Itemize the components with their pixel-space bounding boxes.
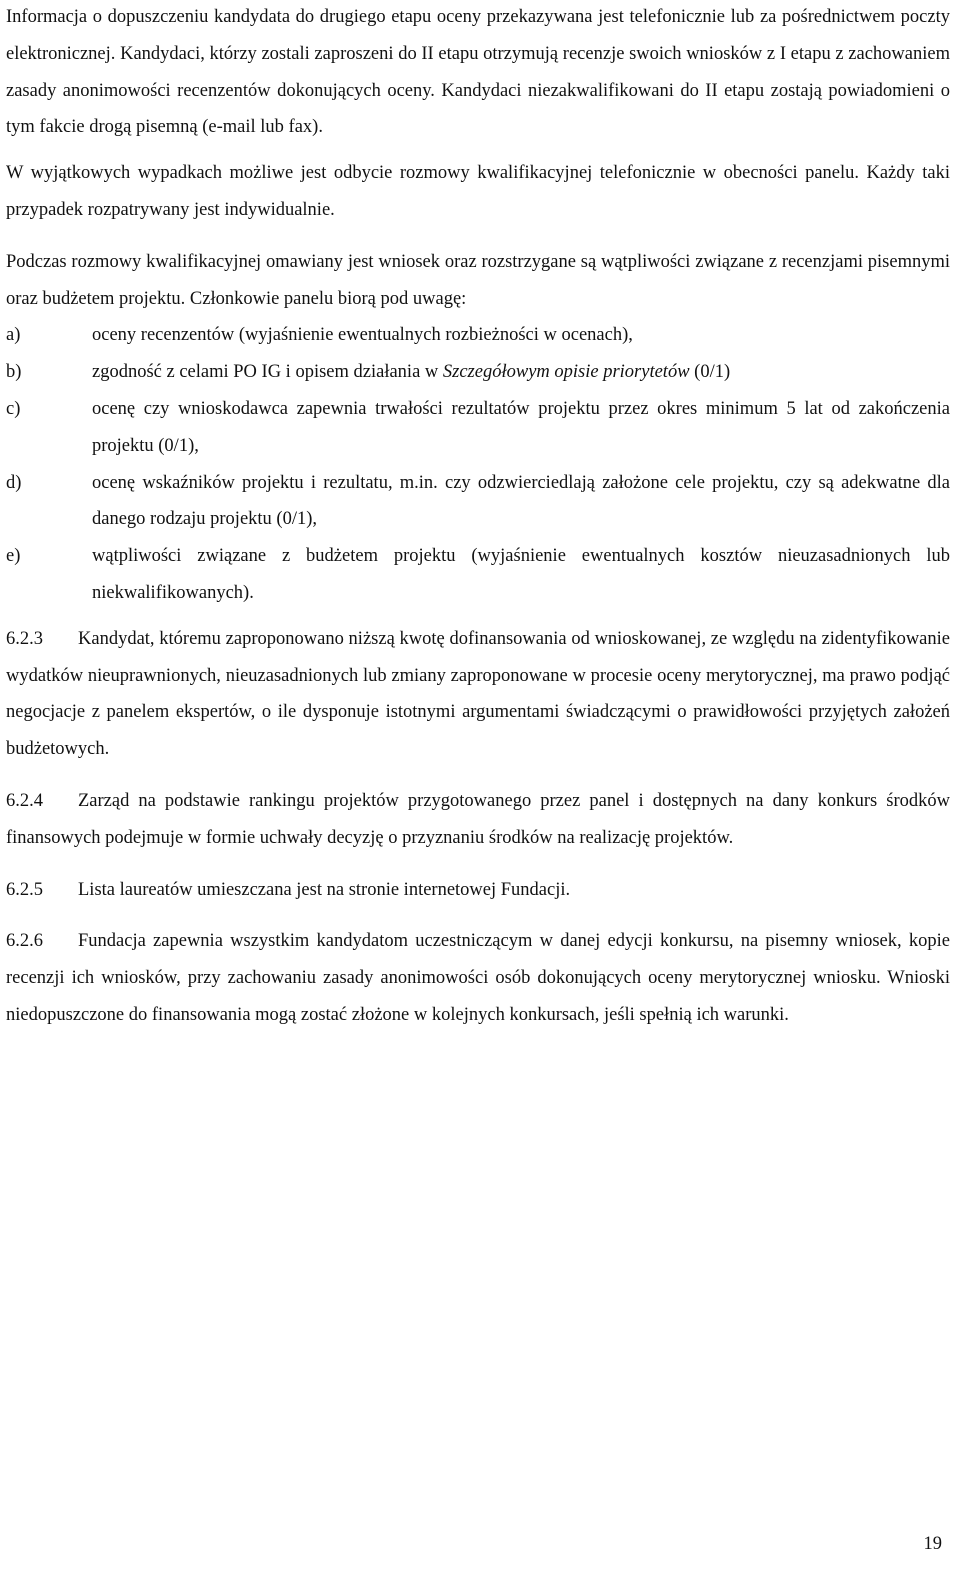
list-item-label: c): [6, 398, 21, 419]
section-text: Fundacja zapewnia wszystkim kandydatom uczestniczącym w danej edycji konkursu, na pisemny wniosek, kopie recenzji ich wniosków, przy zachowaniu zasady anonimowości osób dokonujących oceny merytorycznej wniosku. Wnioski niedopuszczone do finansowania mogą zostać złożone w kolejnych konkursach, jeśli spełnią ich warunki.: [6, 931, 950, 1025]
list-item-text: wątpliwości związane z budżetem projektu (wyjaśnienie ewentualnych kosztów nieuzasadnionych lub niekwalifikowanych).: [92, 546, 950, 603]
page-number: 19: [923, 1534, 942, 1554]
paragraph-interview-scope: Podczas rozmowy kwalifikacyjnej omawiany jest wniosek oraz rozstrzygane są wątpliwości związane z recenzjami pisemnymi oraz budżetem projektu. Członkowie panelu biorą pod uwagę:: [6, 251, 950, 309]
section-6-2-6: [6, 923, 950, 1033]
section-6-2-4: [6, 783, 950, 857]
section-text: Lista laureatów umieszczana jest na stronie internetowej Fundacji.: [78, 879, 571, 900]
list-item-text: oceny recenzentów (wyjaśnienie ewentualnych rozbieżności w ocenach),: [92, 325, 633, 346]
list-item-label: d): [6, 472, 22, 493]
section-number: 6.2.6: [6, 931, 43, 952]
list-item-text: [92, 354, 950, 391]
section-text: Kandydat, któremu zaproponowano niższą kwotę dofinansowania od wnioskowanej, ze względu na zidentyfikowanie wydatków nieuprawnionych, nieuzasadnionych lub zmiany zaproponowane w procesie oceny merytorycznej, ma prawo podjąć negocjacje z panelem ekspertów, o ile dysponuje istotnymi argumentami świadczącymi o prawidłowości przyjętych założeń budżetowych.: [6, 628, 950, 760]
criteria-list: [6, 317, 950, 611]
section-text: Zarząd na podstawie rankingu projektów przygotowanego przez panel i dostępnych na dany konkurs środków finansowych podejmuje w formie uchwały decyzję o przyznaniu środków na realizację projektów.: [6, 790, 950, 848]
list-item-label: a): [6, 325, 21, 346]
section-number: 6.2.4: [6, 790, 43, 811]
section-6-2-5: [6, 872, 950, 909]
list-item-text-italic: Szczegółowym opisie priorytetów: [442, 362, 690, 383]
section-number: 6.2.5: [6, 879, 43, 900]
list-item: [6, 538, 950, 612]
list-item-label: e): [6, 546, 21, 567]
list-item-text: ocenę wskaźników projektu i rezultatu, m.in. czy odzwierciedlają założone cele projektu, czy są adekwatne dla danego rodzaju projektu (0/1),: [92, 472, 950, 530]
section-6-2-3: [6, 621, 950, 768]
list-item-text: ocenę czy wnioskodawca zapewnia trwałości rezultatów projektu przez okres minimum 5 lat od zakończenia projektu (0/1),: [92, 398, 950, 456]
list-item: [6, 465, 950, 539]
document-page: [6, 0, 950, 1034]
list-item-label: b): [6, 362, 22, 383]
paragraph-exceptional-cases: W wyjątkowych wypadkach możliwe jest odbycie rozmowy kwalifikacyjnej telefonicznie w obecności panelu. Każdy taki przypadek rozpatrywany jest indywidualnie.: [6, 163, 950, 220]
paragraph-qualification-info: Informacja o dopuszczeniu kandydata do drugiego etapu oceny przekazywana jest telefonicznie lub za pośrednictwem poczty elektronicznej. Kandydaci, którzy zostali zaproszeni do II etapu otrzymują recenzje swoich wniosków z I etapu z zachowaniem zasady anonimowości recenzentów dokonujących oceny. Kandydaci niezakwalifikowani do II etapu zostają powiadomieni o tym fakcie drogą pisemną (e-mail lub fax).: [6, 7, 950, 138]
list-item: [6, 391, 950, 465]
list-item-text-after: (0/1): [689, 362, 731, 383]
list-item: [6, 317, 950, 354]
section-number: 6.2.3: [6, 628, 43, 649]
list-item-text-before: zgodność z celami PO IG i opisem działania w: [92, 362, 443, 383]
list-item: [6, 354, 950, 391]
